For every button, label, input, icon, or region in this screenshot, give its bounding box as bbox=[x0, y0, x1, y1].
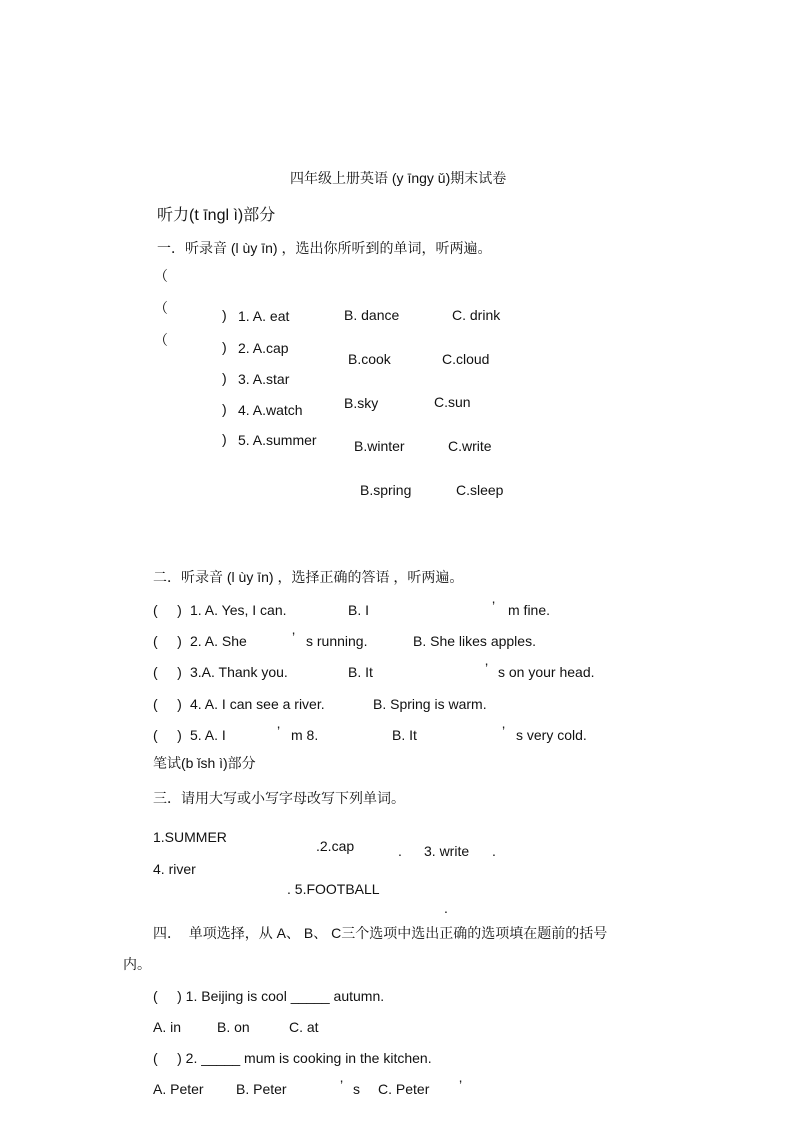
option-c: C.sleep bbox=[456, 482, 504, 498]
answer-a-rest: s running. bbox=[306, 633, 368, 649]
word-dot: . bbox=[492, 843, 496, 859]
answer-paren: ( ) bbox=[153, 696, 182, 712]
paren-left: （ bbox=[154, 332, 168, 348]
answer-b-rest: s on your head. bbox=[498, 664, 595, 680]
answer-paren: ( ) bbox=[153, 727, 182, 743]
answer-paren: ( ) bbox=[153, 602, 182, 618]
answer-b-rest: s very cold. bbox=[516, 727, 587, 743]
word-5: . 5.FOOTBALL bbox=[287, 881, 380, 897]
answer-paren: ( ) bbox=[153, 664, 182, 680]
apostrophe: ’ bbox=[502, 723, 506, 739]
answer-paren: ( ) bbox=[153, 633, 182, 649]
option-c: C.cloud bbox=[442, 351, 490, 367]
answer-a: 3.A. Thank you. bbox=[190, 664, 288, 680]
apostrophe: ’ bbox=[292, 629, 296, 645]
paren-right: ) bbox=[222, 339, 227, 355]
listening-part-heading: 听力(t īngl ì)部分 bbox=[157, 207, 276, 224]
mc-option-b: B. Peter bbox=[236, 1081, 287, 1097]
answer-a: 4. A. I can see a river. bbox=[190, 696, 325, 712]
question-text: 4. A.watch bbox=[238, 402, 303, 418]
mc-option-b-s: s bbox=[353, 1081, 360, 1097]
section3-heading: 三．请用大写或小写字母改写下列单词。 bbox=[153, 790, 405, 806]
option-b: B.spring bbox=[360, 482, 412, 498]
apostrophe: ’ bbox=[277, 723, 281, 739]
word-3: 3. write bbox=[424, 843, 470, 859]
answer-b: B. Spring is warm. bbox=[373, 696, 487, 712]
apostrophe: ’ bbox=[459, 1077, 463, 1093]
mc-option-a: A. in bbox=[153, 1019, 182, 1035]
word-1: 1.SUMMER bbox=[153, 829, 227, 845]
option-c: C.sun bbox=[434, 394, 471, 410]
apostrophe: ’ bbox=[340, 1077, 344, 1093]
answer-a-rest: m 8. bbox=[291, 727, 319, 743]
answer-b: B. She likes apples. bbox=[413, 633, 536, 649]
mc-option-c: C. at bbox=[289, 1019, 319, 1035]
paren-right: ) bbox=[222, 431, 227, 447]
mc-question-2: ( ) 2. _____ mum is cooking in the kitchen. bbox=[153, 1050, 432, 1066]
paren-right: ) bbox=[222, 307, 227, 323]
paren-left: （ bbox=[154, 300, 168, 316]
paren-right: ) bbox=[222, 401, 227, 417]
section1-heading: 一．听录音 (l ùy īn) ，选出你所听到的单词，听两遍。 bbox=[157, 240, 492, 256]
page-title: 四年级上册英语 (y īngy ǔ)期末试卷 bbox=[290, 170, 507, 186]
answer-a: 1. A. Yes, I can. bbox=[190, 602, 287, 618]
question-text: 1. A. eat bbox=[238, 308, 290, 324]
option-b: B.winter bbox=[354, 438, 405, 454]
answer-a: 2. A. She bbox=[190, 633, 247, 649]
written-part-heading: 笔试(b ǐsh ì)部分 bbox=[153, 755, 256, 771]
option-c: C. drink bbox=[452, 307, 501, 323]
paren-left: （ bbox=[154, 268, 168, 284]
question-text: 3. A.star bbox=[238, 371, 290, 387]
mc-option-b: B. on bbox=[217, 1019, 250, 1035]
section4-heading: 四． 单项选择，从 A、 B、 C三个选项中选出正确的选项填在题前的括号 bbox=[153, 925, 608, 941]
section2-heading: 二．听录音 (l ùy īn) ，选择正确的答语 ，听两遍。 bbox=[153, 569, 464, 585]
answer-a: 5. A. I bbox=[190, 727, 226, 743]
word-4: 4. river bbox=[153, 861, 196, 877]
word-2: .2.cap bbox=[316, 838, 355, 854]
answer-b-rest: m fine. bbox=[508, 602, 551, 618]
question-text: 2. A.cap bbox=[238, 340, 289, 356]
option-b: B.cook bbox=[348, 351, 391, 367]
word-dot: . bbox=[444, 900, 448, 916]
answer-b: B. It bbox=[392, 727, 417, 743]
question-text: 5. A.summer bbox=[238, 432, 317, 448]
option-c: C.write bbox=[448, 438, 492, 454]
option-b: B. dance bbox=[344, 307, 400, 323]
answer-b: B. It bbox=[348, 664, 373, 680]
mc-question-1: ( ) 1. Beijing is cool _____ autumn. bbox=[153, 988, 385, 1004]
answer-b: B. I bbox=[348, 602, 370, 618]
section4-heading-cont: 内。 bbox=[123, 956, 151, 972]
apostrophe: ’ bbox=[492, 598, 496, 614]
paren-right: ) bbox=[222, 370, 227, 386]
apostrophe: ’ bbox=[485, 660, 489, 676]
word-dot: . bbox=[398, 843, 402, 859]
mc-option-a: A. Peter bbox=[153, 1081, 204, 1097]
mc-option-c: C. Peter bbox=[378, 1081, 430, 1097]
option-b: B.sky bbox=[344, 395, 379, 411]
